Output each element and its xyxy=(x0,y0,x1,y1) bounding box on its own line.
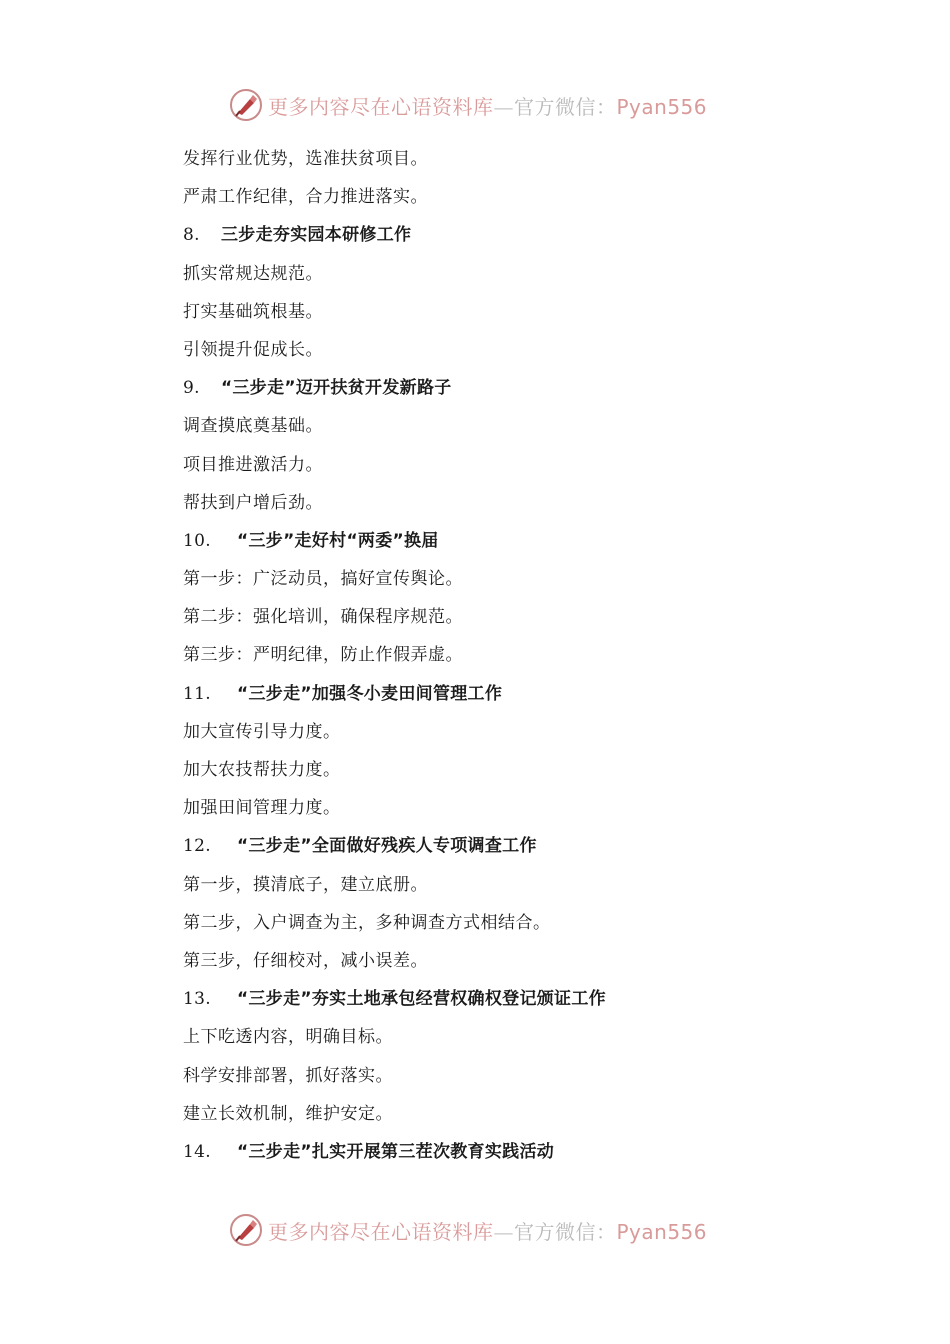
section-heading xyxy=(183,827,883,865)
paragraph-line: 第三步，仔细校对，减小误差。 xyxy=(183,950,428,971)
paragraph-line: 上下吃透内容，明确目标。 xyxy=(183,1027,393,1048)
section-number: 14. xyxy=(183,1141,211,1162)
document-body xyxy=(183,140,883,1171)
paragraph-line: 引领提升促成长。 xyxy=(183,339,323,360)
section-title: 三步走夯实园本研修工作 xyxy=(221,225,412,246)
paragraph-line: 项目推进激活力。 xyxy=(183,454,323,475)
paragraph-line: 科学安排部署，抓好落实。 xyxy=(183,1065,393,1086)
banner-main-text: 更多内容尽在心语资料库 xyxy=(268,94,494,119)
section-title: “三步走”全面做好残疾人专项调查工作 xyxy=(237,836,537,857)
paragraph-line: 第三步：严明纪律，防止作假弄虚。 xyxy=(183,645,463,666)
section-title: “三步走”扎实开展第三茬次教育实践活动 xyxy=(237,1141,555,1162)
banner-separator: — xyxy=(493,1219,514,1244)
banner-wechat-id: Pyan556 xyxy=(616,1219,708,1244)
section-number: 8. xyxy=(183,225,200,246)
section-number: 13. xyxy=(183,989,211,1010)
paragraph-line: 第一步：广泛动员，搞好宣传舆论。 xyxy=(183,569,463,590)
footer-banner xyxy=(228,1210,707,1250)
section-title: “三步走”迈开扶贫开发新路子 xyxy=(221,378,452,399)
banner-text xyxy=(268,91,707,120)
paragraph-line: 帮扶到户增后劲。 xyxy=(183,492,323,513)
section-heading xyxy=(183,675,883,713)
section-title: “三步”走好村“两委”换届 xyxy=(237,530,439,551)
section-number: 9. xyxy=(183,378,200,399)
banner-wechat-label: 官方微信： xyxy=(514,1219,617,1244)
banner-wechat-label: 官方微信： xyxy=(514,94,617,119)
section-heading xyxy=(183,216,883,254)
paragraph-line: 打实基础筑根基。 xyxy=(183,301,323,322)
section-heading xyxy=(183,1133,883,1171)
paragraph-line: 抓实常规达规范。 xyxy=(183,263,323,284)
section-heading xyxy=(183,369,883,407)
paragraph-line: 发挥行业优势，选准扶贫项目。 xyxy=(183,149,428,169)
pen-nib-logo-icon xyxy=(228,1212,264,1248)
paragraph-line: 第一步，摸清底子，建立底册。 xyxy=(183,874,428,895)
section-number: 10. xyxy=(183,530,211,551)
banner-text xyxy=(268,1216,707,1245)
paragraph-line: 加大宣传引导力度。 xyxy=(183,721,341,742)
banner-wechat-id: Pyan556 xyxy=(616,94,708,119)
section-heading xyxy=(183,522,883,560)
paragraph-line: 加大农技帮扶力度。 xyxy=(183,760,341,780)
paragraph-line: 严肃工作纪律，合力推进落实。 xyxy=(183,187,428,208)
section-number: 12. xyxy=(183,836,211,857)
paragraph-line: 第二步：强化培训，确保程序规范。 xyxy=(183,607,463,628)
header-banner xyxy=(228,85,707,125)
section-title: “三步走”加强冬小麦田间管理工作 xyxy=(237,683,503,704)
section-heading xyxy=(183,980,883,1018)
banner-main-text: 更多内容尽在心语资料库 xyxy=(268,1219,494,1244)
paragraph-line: 第二步，入户调查为主，多种调查方式相结合。 xyxy=(183,912,551,933)
section-title: “三步走”夯实土地承包经营权确权登记颁证工作 xyxy=(237,989,606,1010)
pen-nib-logo-icon xyxy=(228,87,264,123)
banner-separator: — xyxy=(493,94,514,119)
paragraph-line: 调查摸底奠基础。 xyxy=(183,416,323,437)
paragraph-line: 建立长效机制，维护安定。 xyxy=(183,1103,393,1124)
section-number: 11. xyxy=(183,683,211,704)
paragraph-line: 加强田间管理力度。 xyxy=(183,798,341,819)
